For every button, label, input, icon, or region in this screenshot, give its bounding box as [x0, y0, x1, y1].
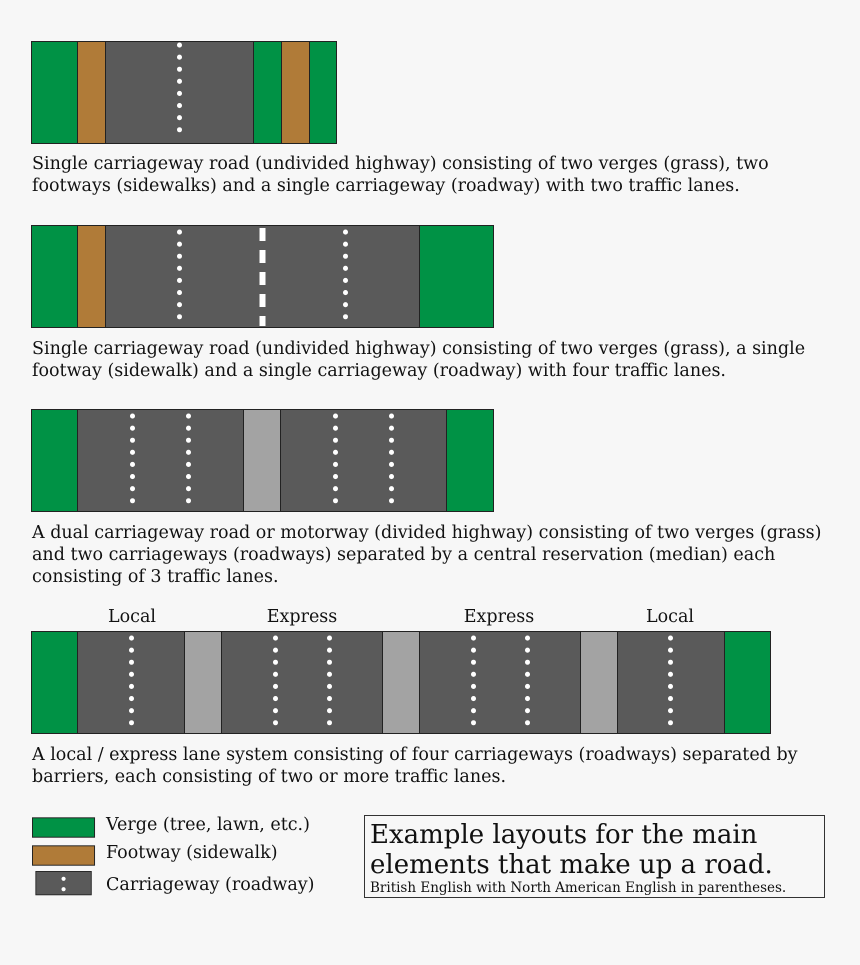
zone-label-express: Express [266, 607, 338, 627]
barrier [383, 632, 420, 734]
carriageway [222, 632, 383, 734]
verge [254, 42, 282, 144]
carriageway [420, 632, 581, 734]
carriageway [618, 632, 725, 734]
footway [78, 42, 106, 144]
layout-3-caption: A dual carriageway road or motorway (divided highway) consisting of two verges (grass) and two carriageways (roadways) separated by a central reservation (median) each consisting of 3 traffic lanes. [32, 523, 822, 587]
footway-swatch-icon [32, 843, 96, 869]
central-reservation [244, 410, 281, 512]
verge [32, 410, 78, 512]
verge [310, 42, 337, 144]
road-layout-2 [31, 225, 495, 329]
verge-swatch-icon [32, 815, 96, 841]
verge [420, 226, 494, 328]
barrier [185, 632, 222, 734]
footway [282, 42, 310, 144]
footway [78, 226, 106, 328]
layout-1-caption: Single carriageway road (undivided highway) consisting of two verges (grass), two footways (sidewalks) and a single carriageway (roadway) with two traffic lanes. [32, 154, 769, 196]
legend-label-footway: Footway (sidewalk) [106, 843, 278, 863]
zone-label-local: Local [108, 607, 156, 627]
legend-label-verge: Verge (tree, lawn, etc.) [106, 815, 310, 835]
verge [32, 632, 78, 734]
legend-label-carriageway: Carriageway (roadway) [106, 875, 315, 895]
carriageway [78, 632, 185, 734]
barrier [581, 632, 618, 734]
carriageway [281, 410, 447, 512]
verge [32, 42, 78, 144]
verge [447, 410, 494, 512]
zone-label-express: Express [463, 607, 535, 627]
road-layout-1 [31, 41, 338, 145]
verge [32, 226, 78, 328]
layout-4-caption: A local / express lane system consisting of four carriageways (roadways) separated by barriers, each consisting of two or more traffic lanes. [32, 745, 798, 787]
carriageway [78, 410, 244, 512]
diagram-subtitle: British English with North American English in parentheses. [370, 880, 787, 896]
diagram-title: Example layouts for the main elements that make up a road. [370, 820, 773, 880]
road-layout-4 [31, 631, 772, 735]
verge [725, 632, 771, 734]
zone-label-local: Local [646, 607, 694, 627]
carriageway-swatch-icon [32, 871, 96, 897]
road-layout-3 [31, 409, 495, 513]
title-box [364, 815, 825, 898]
layout-2-caption: Single carriageway road (undivided highway) consisting of two verges (grass), a single footway (sidewalk) and a single carriageway (roadway) with four traffic lanes. [32, 339, 806, 381]
